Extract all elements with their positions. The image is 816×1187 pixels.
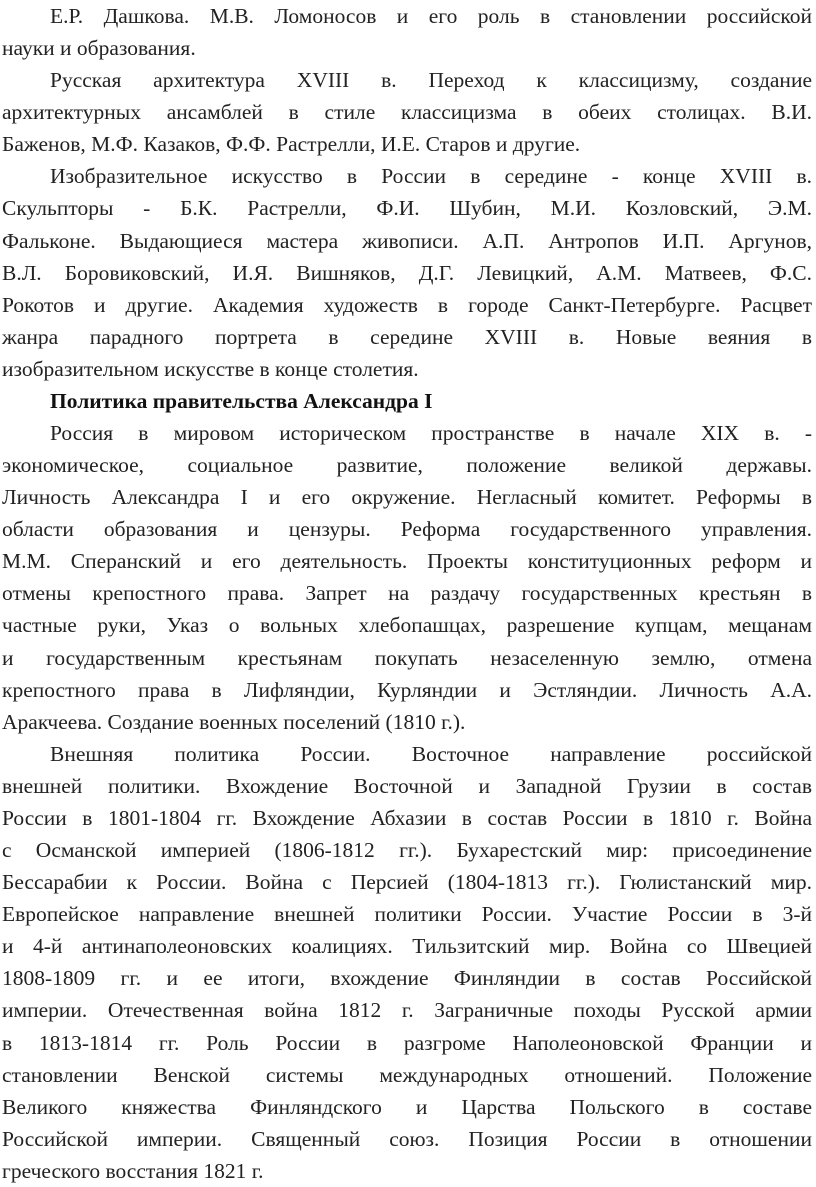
text-line: М.М. Сперанский и его деятельность. Проекты конституционных реформ и	[2, 549, 812, 574]
text-line: с Османской империей (1806-1812 гг.). Бухарестский мир: присоединение	[2, 838, 812, 863]
text-line: Баженов, М.Ф. Казаков, Ф.Ф. Растрелли, И.Е. Старов и другие.	[2, 132, 581, 157]
text-line: В.Л. Боровиковский, И.Я. Вишняков, Д.Г. Левицкий, А.М. Матвеев, Ф.С.	[2, 260, 812, 285]
text-line: Фальконе. Выдающиеся мастера живописи. А.П. Антропов И.П. Аргунов,	[2, 228, 812, 253]
text-line: Личность Александра I и его окружение. Негласный комитет. Реформы в	[2, 485, 812, 510]
text-line: становлении Венской системы международных отношений. Положение	[2, 1062, 812, 1087]
text-line: в 1813-1814 гг. Роль России в разгроме Наполеоновской Франции и	[2, 1030, 812, 1055]
text-line: России в 1801-1804 гг. Вхождение Абхазии в состав России в 1810 г. Война	[2, 805, 812, 830]
section-heading	[0, 385, 816, 417]
text-line: экономическое, социальное развитие, положение великой державы.	[2, 453, 812, 478]
paragraph	[0, 738, 816, 1187]
text-line: крепостного права в Лифляндии, Курляндии и Эстляндии. Личность А.А.	[2, 677, 812, 702]
paragraph	[0, 0, 816, 64]
paragraph	[0, 64, 816, 160]
paragraph	[0, 417, 816, 738]
text-line: Аракчеева. Создание военных поселений (1810 г.).	[2, 709, 466, 734]
text-line: Внешняя политика России. Восточное направление российской	[50, 741, 812, 766]
text-line: внешней политики. Вхождение Восточной и Западной Грузии в состав	[2, 773, 812, 798]
text-line: Российской империи. Священный союз. Позиция России в отношении	[2, 1126, 812, 1151]
text-line: Европейское направление внешней политики России. Участие России в 3-й	[2, 902, 812, 927]
text-line: Русская архитектура XVIII в. Переход к классицизму, создание	[50, 68, 812, 93]
text-line: частные руки, Указ о вольных хлебопашцах, разрешение купцам, мещанам	[2, 613, 812, 638]
text-line: Рокотов и другие. Академия художеств в городе Санкт-Петербурге. Расцвет	[2, 292, 812, 317]
text-line: архитектурных ансамблей в стиле классицизма в обеих столицах. В.И.	[2, 100, 812, 125]
text-line: Великого княжества Финляндского и Царства Польского в составе	[2, 1094, 812, 1119]
text-line: жанра парадного портрета в середине XVIII в. Новые веяния в	[2, 324, 812, 349]
text-line: и 4-й антинаполеоновских коалициях. Тильзитский мир. Война со Швецией	[2, 934, 812, 959]
text-line: Е.Р. Дашкова. М.В. Ломоносов и его роль в становлении российской	[50, 4, 812, 28]
text-line: Россия в мировом историческом пространстве в начале XIX в. -	[50, 421, 812, 446]
text-line: Изобразительное искусство в России в середине - конце XVIII в.	[50, 164, 812, 189]
text-line: и государственным крестьянам покупать незаселенную землю, отмена	[2, 645, 812, 670]
text-line: Бессарабии к России. Война с Персией (1804-1813 гг.). Гюлистанский мир.	[2, 870, 812, 895]
paragraph	[0, 160, 816, 385]
text-line: отмены крепостного права. Запрет на раздачу государственных крестьян в	[2, 581, 812, 606]
text-line: греческого восстания 1821 г.	[2, 1158, 264, 1183]
text-line: области образования и цензуры. Реформа государственного управления.	[2, 517, 812, 542]
text-line: империи. Отечественная война 1812 г. Заграничные походы Русской армии	[2, 998, 812, 1023]
heading-line: Политика правительства Александра I	[50, 388, 433, 413]
text-line: изобразительном искусстве в конце столетия.	[2, 356, 419, 381]
text-line: 1808-1809 гг. и ее итоги, вхождение Финляндии в состав Российской	[2, 966, 812, 991]
text-line: науки и образования.	[2, 36, 196, 61]
text-line: Скульпторы - Б.К. Растрелли, Ф.И. Шубин, М.И. Козловский, Э.М.	[2, 196, 812, 221]
